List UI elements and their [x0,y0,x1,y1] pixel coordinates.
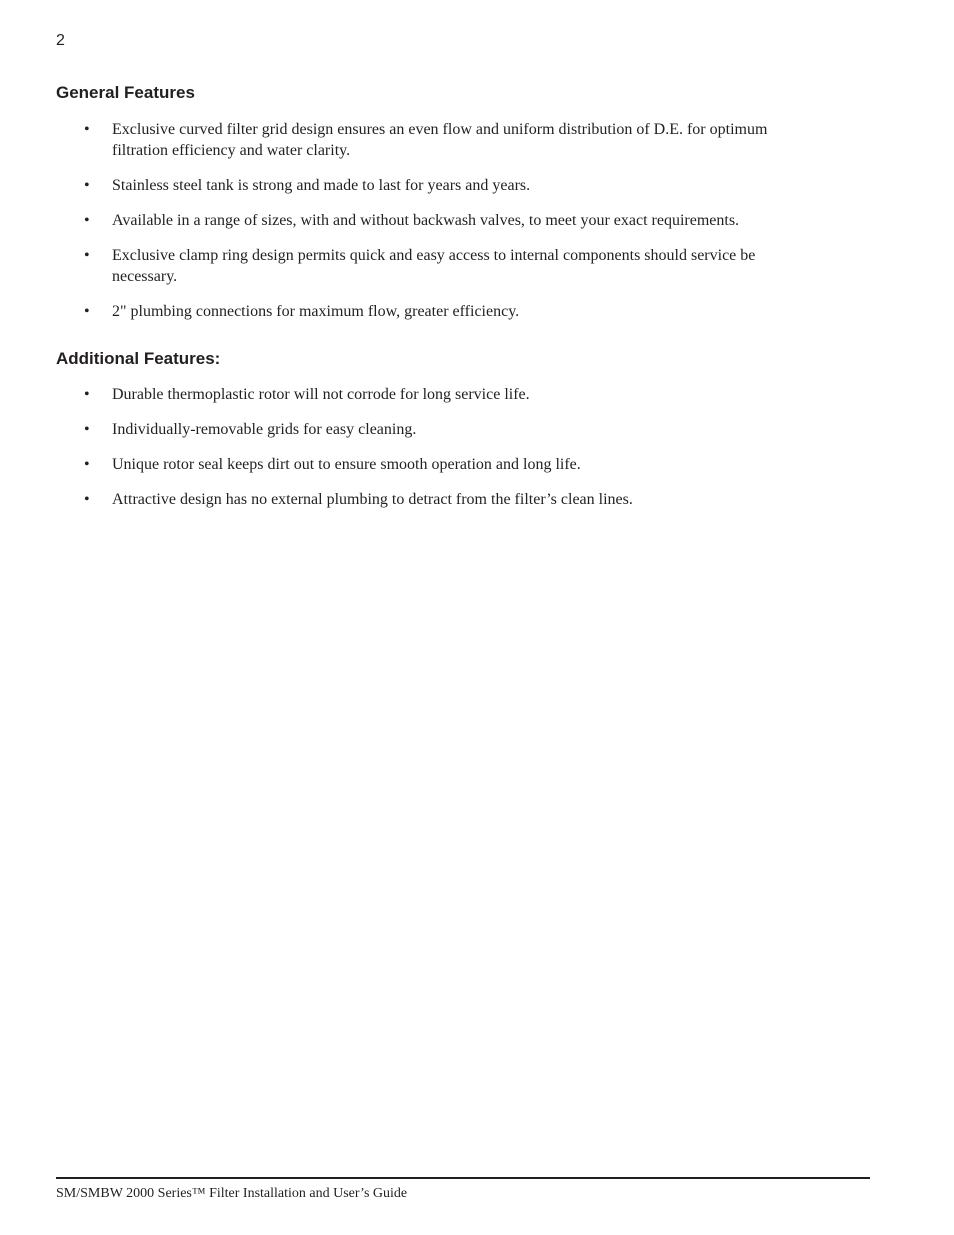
list-item-text: Durable thermoplastic rotor will not corrode for long service life. [112,386,530,403]
general-features-list [84,119,814,336]
list-item [84,419,814,440]
list-item-text: Individually-removable grids for easy cleaning. [112,421,417,438]
list-item [84,454,814,475]
bullet-icon: • [84,247,90,264]
bullet-icon: • [84,212,90,229]
list-item-text: Unique rotor seal keeps dirt out to ensure smooth operation and long life. [112,456,581,473]
list-item-text: 2" plumbing connections for maximum flow, greater efficiency. [112,303,520,320]
bullet-icon: • [84,121,90,138]
list-item [84,384,814,405]
page-number: 2 [56,32,65,49]
list-item [84,489,814,510]
general-features-heading: General Features [56,83,195,102]
bullet-icon: • [84,303,90,320]
list-item-text: Stainless steel tank is strong and made to last for years and years. [112,177,531,194]
list-item-text: Exclusive curved filter grid design ensures an even flow and uniform distribution of D.E. for optimum filtration efficiency and water clarity. [112,121,768,159]
list-item [84,245,814,287]
additional-features-heading: Additional Features: [56,349,221,368]
list-item [84,301,814,322]
bullet-icon: • [84,177,90,194]
additional-features-list [84,384,814,524]
footer-title: SM/SMBW 2000 Series™ Filter Installation and User’s Guide [56,1186,408,1201]
list-item [84,210,814,231]
list-item [84,175,814,196]
list-item [84,119,814,161]
bullet-icon: • [84,421,90,438]
bullet-icon: • [84,491,90,508]
footer-divider [56,1177,870,1179]
list-item-text: Attractive design has no external plumbing to detract from the filter’s clean lines. [112,491,633,508]
list-item-text: Available in a range of sizes, with and without backwash valves, to meet your exact requirements. [112,212,740,229]
list-item-text: Exclusive clamp ring design permits quick and easy access to internal components should service be necessary. [112,247,756,285]
bullet-icon: • [84,386,90,403]
bullet-icon: • [84,456,90,473]
